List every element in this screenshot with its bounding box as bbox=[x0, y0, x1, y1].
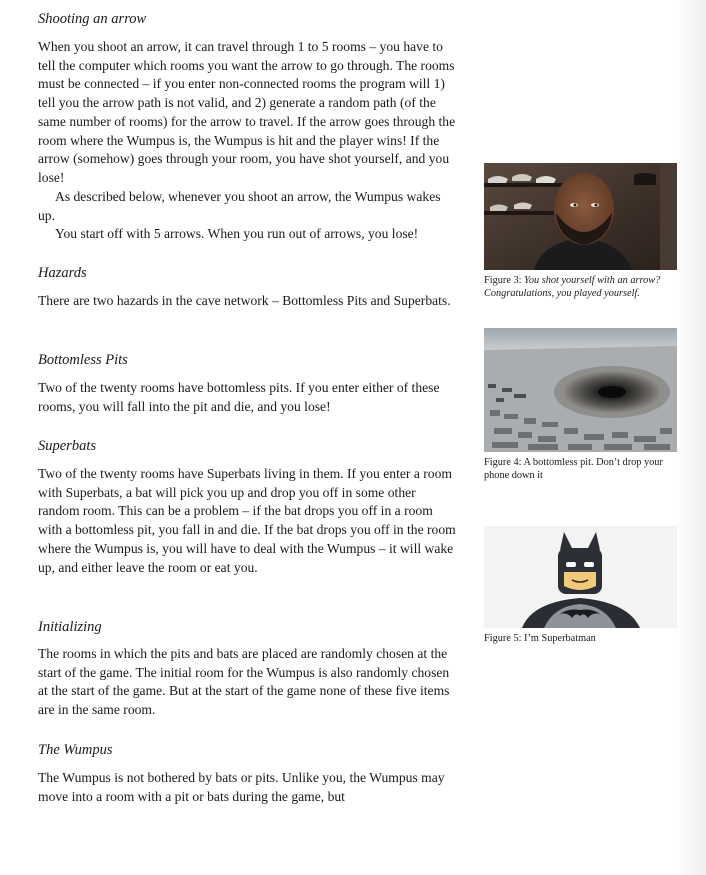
paragraph-hazards: There are two hazards in the cave network – Bottomless Pits and Superbats. bbox=[38, 293, 451, 308]
figure-5-caption-text: I’m Superbatman bbox=[524, 633, 596, 644]
figure-3 bbox=[484, 163, 677, 300]
figure-4-caption-text: A bottomless pit. Don’t drop your phone down it bbox=[484, 457, 663, 481]
page-edge-shadow bbox=[676, 0, 706, 875]
figure-4-caption bbox=[484, 456, 677, 482]
paragraph-shooting-3: You start off with 5 arrows. When you run out of arrows, you lose! bbox=[55, 226, 419, 241]
section-title-hazards: Hazards bbox=[38, 265, 87, 281]
section-title-wumpus: The Wumpus bbox=[38, 742, 113, 758]
figure-5 bbox=[484, 526, 677, 645]
figure-5-image bbox=[484, 526, 677, 628]
paragraph-pits: Two of the twenty rooms have bottomless pits. If you enter either of these rooms, you will fall into the pit and die, and you lose! bbox=[38, 380, 440, 414]
figure-4 bbox=[484, 328, 677, 482]
figure-3-caption-text: You shot yourself with an arrow? Congratulations, you played yourself. bbox=[484, 275, 661, 299]
figure-3-image bbox=[484, 163, 677, 270]
section-title-superbats: Superbats bbox=[38, 438, 96, 454]
paragraph-superbats: Two of the twenty rooms have Superbats living in them. If you enter a room with Superbats, a bat will pick you up and drop you off in some other random room. This can be a problem – if the bat drops you off in a room with a bottomless pit, you fall in and die. If the bat drops you off in the room where the Wumpus is, you will have to deal with the Wumpus – it will wake up, and either leave the room or eat you. bbox=[38, 466, 456, 575]
paragraph-initializing: The rooms in which the pits and bats are placed are randomly chosen at the start of the game. The initial room for the Wumpus is also randomly chosen at the start of the game. But at the start of the game none of these five items are in the same room. bbox=[38, 646, 450, 718]
figure-4-label: Figure 4: bbox=[484, 457, 522, 468]
figure-3-label: Figure 3: bbox=[484, 275, 522, 286]
section-title-shooting: Shooting an arrow bbox=[38, 11, 147, 27]
section-title-initializing: Initializing bbox=[38, 619, 102, 635]
paragraph-wumpus: The Wumpus is not bothered by bats or pits. Unlike you, the Wumpus may move into a room with a pit or bats during the game, but bbox=[38, 770, 445, 804]
figure-5-caption bbox=[484, 632, 677, 645]
paragraph-shooting-1: When you shoot an arrow, it can travel through 1 to 5 rooms – you have to tell the computer which rooms you want the arrow to go through. The rooms must be connected – if you enter non-connected rooms the program will 1) tell you the arrow path is not valid, and 2) generate a random path (of the same number of rooms) for the arrow to travel. If the arrow goes through the room where the Wumpus is, the Wumpus is hit and the player wins! If the arrow (somehow) goes through your room, you have shot yourself, and you lose! bbox=[38, 39, 456, 185]
figure-4-image bbox=[484, 328, 677, 452]
paragraph-shooting-2: As described below, whenever you shoot an arrow, the Wumpus wakes up. bbox=[38, 189, 441, 223]
figure-5-label: Figure 5: bbox=[484, 633, 522, 644]
figure-3-caption bbox=[484, 274, 677, 300]
section-title-pits: Bottomless Pits bbox=[38, 352, 128, 368]
